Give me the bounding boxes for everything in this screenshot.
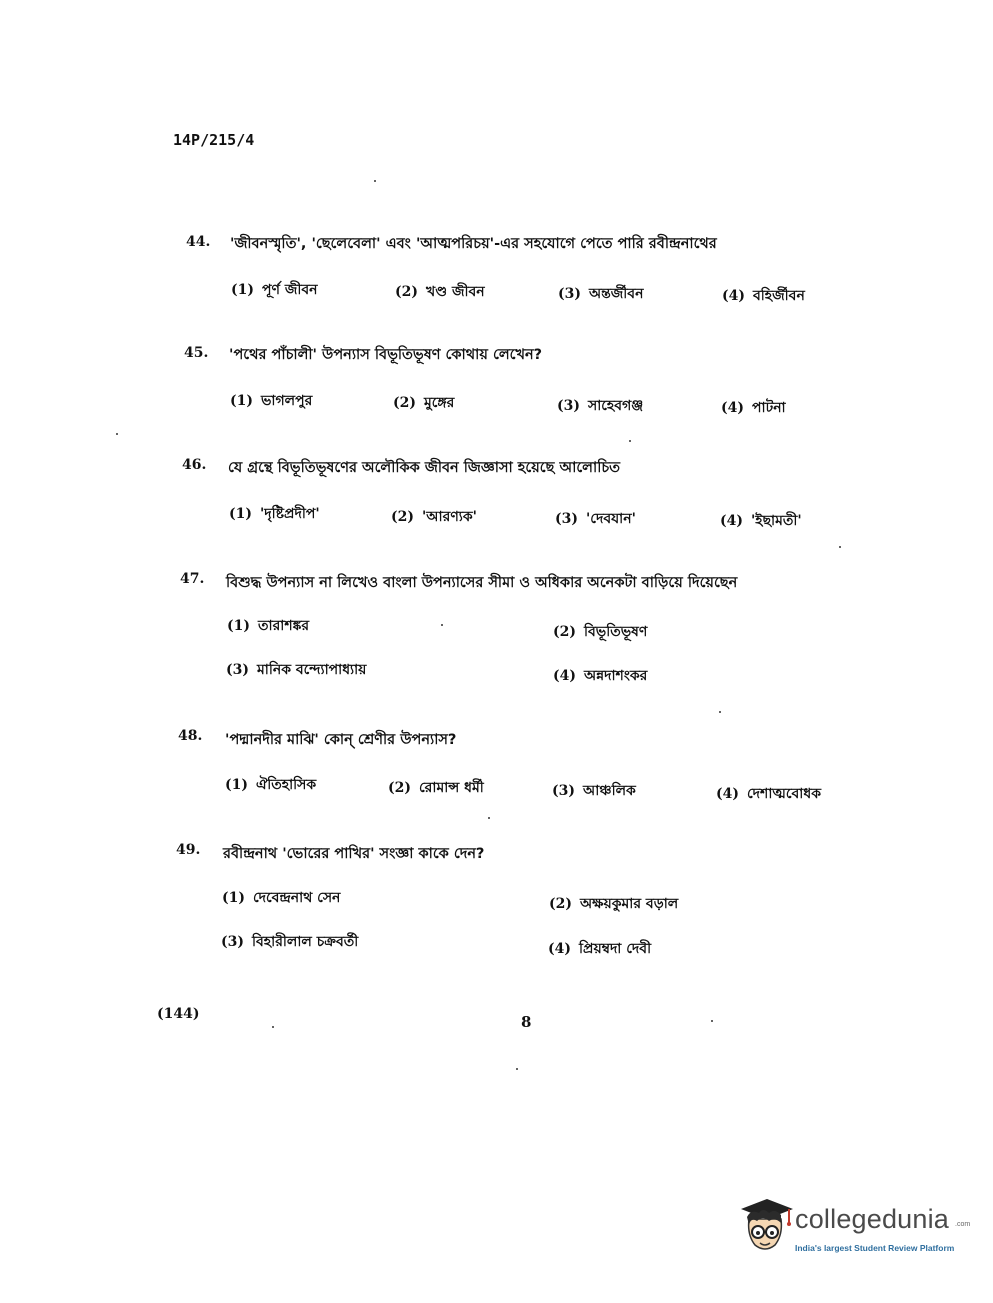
option-text: 'দেবযান'	[586, 511, 636, 527]
option-number: (3)	[226, 662, 249, 678]
option-number: (1)	[229, 506, 252, 522]
option-text: ভাগলপুর	[261, 393, 313, 409]
option-3	[226, 658, 366, 682]
question-text: 'পদ্মানদীর মাঝি' কোন্ শ্রেণীর উপন্যাস?	[225, 732, 457, 748]
option-number: (2)	[395, 284, 418, 300]
scan-speck	[374, 180, 376, 182]
option-1	[229, 502, 320, 526]
option-text: বিহারীলাল চক্রবর্তী	[252, 934, 359, 950]
scan-speck	[116, 433, 118, 435]
scan-speck	[488, 817, 490, 819]
option-number: (2)	[391, 509, 414, 525]
option-text: অন্তর্জীবন	[589, 286, 644, 302]
option-number: (1)	[222, 890, 245, 906]
option-text: বিভূতিভূষণ	[584, 624, 648, 640]
option-number: (2)	[553, 624, 576, 640]
option-4	[722, 284, 805, 308]
scan-speck	[711, 1020, 713, 1022]
question-number: 48.	[178, 728, 203, 744]
mascot-graduation-cap-icon	[735, 1195, 795, 1257]
option-text: মানিক বন্দ্যোপাধ্যায়	[257, 662, 367, 678]
option-4	[548, 937, 651, 961]
question-number: 49.	[176, 842, 201, 858]
booklet-code: (144)	[157, 1006, 200, 1022]
option-number: (2)	[549, 896, 572, 912]
option-number: (4)	[548, 941, 571, 957]
option-text: দেবেন্দ্রনাথ সেন	[253, 890, 341, 906]
brand-name: collegedunia	[795, 1204, 950, 1234]
option-text: সাহেবগঞ্জ	[588, 398, 644, 414]
option-number: (4)	[716, 786, 739, 802]
option-text: আঞ্চলিক	[583, 783, 636, 799]
option-text: তারাশঙ্কর	[258, 618, 310, 634]
option-text: 'ইছামতী'	[751, 513, 802, 529]
option-number: (4)	[721, 400, 744, 416]
option-number: (4)	[720, 513, 743, 529]
paper-code: 14P/215/4	[173, 131, 255, 149]
option-1	[222, 886, 340, 910]
option-number: (1)	[227, 618, 250, 634]
option-3	[558, 282, 643, 306]
option-text: অক্ষয়কুমার বড়াল	[580, 896, 679, 912]
option-3	[557, 394, 643, 418]
option-text: মুঙ্গের	[424, 395, 455, 411]
page-number: 8	[521, 1013, 532, 1031]
scan-speck	[719, 711, 721, 713]
option-text: 'দৃষ্টিপ্রদীপ'	[260, 506, 320, 522]
option-number: (1)	[225, 777, 248, 793]
question-text: রবীন্দ্রনাথ 'ভোরের পাখির' সংজ্ঞা কাকে দেন?	[223, 846, 485, 862]
brand-domain-suffix: .com	[955, 1221, 971, 1228]
option-text: ঐতিহাসিক	[256, 777, 317, 793]
option-2	[553, 620, 647, 644]
option-2	[395, 280, 485, 304]
option-2	[388, 776, 484, 800]
option-1	[231, 278, 318, 302]
option-number: (3)	[552, 783, 575, 799]
option-4	[553, 664, 647, 688]
option-text: পূর্ণ জীবন	[262, 282, 318, 298]
option-4	[716, 782, 821, 806]
option-3	[555, 507, 636, 531]
option-number: (3)	[221, 934, 244, 950]
option-text: পাটনা	[752, 400, 786, 416]
option-text: দেশাত্মবোধক	[747, 786, 821, 802]
option-2	[393, 391, 454, 415]
option-text: 'আরণ্যক'	[422, 509, 477, 525]
option-number: (1)	[230, 393, 253, 409]
option-4	[721, 396, 786, 420]
option-text: বহির্জীবন	[753, 288, 805, 304]
option-number: (1)	[231, 282, 254, 298]
option-1	[225, 773, 316, 797]
option-number: (4)	[553, 668, 576, 684]
question-number: 47.	[180, 571, 205, 587]
option-text: খণ্ড জীবন	[426, 284, 485, 300]
option-text: অন্নদাশংকর	[584, 668, 648, 684]
option-3	[221, 930, 358, 954]
question-text: বিশুদ্ধ উপন্যাস না লিখেও বাংলা উপন্যাসের সীমা ও অধিকার অনেকটা বাড়িয়ে দিয়েছেন	[226, 575, 738, 591]
brand-tagline: India's largest Student Review Platform	[795, 1243, 955, 1253]
option-1	[227, 614, 309, 638]
option-text: প্রিয়ম্বদা দেবী	[579, 941, 652, 957]
option-text: রোমান্স ধর্মী	[419, 780, 484, 796]
option-2	[391, 505, 477, 529]
question-number: 45.	[184, 345, 209, 361]
scan-speck	[629, 440, 631, 442]
option-number: (2)	[393, 395, 416, 411]
option-number: (4)	[722, 288, 745, 304]
scan-speck	[516, 1068, 518, 1070]
option-4	[720, 509, 802, 533]
option-3	[552, 779, 636, 803]
scan-speck	[839, 546, 841, 548]
question-number: 46.	[182, 457, 207, 473]
option-1	[230, 389, 312, 413]
scan-speck	[441, 624, 443, 626]
question-text: 'জীবনস্মৃতি', 'ছেলেবেলা' এবং 'আত্মপরিচয়'-এর সহযোগে পেতে পারি রবীন্দ্রনাথের	[230, 236, 717, 252]
option-number: (3)	[558, 286, 581, 302]
question-text: যে গ্রন্থে বিভূতিভূষণের অলৌকিক জীবন জিজ্ঞাসা হয়েছে আলোচিত	[228, 460, 621, 476]
question-number: 44.	[186, 234, 211, 250]
option-number: (3)	[557, 398, 580, 414]
option-number: (3)	[555, 511, 578, 527]
question-text: 'পথের পাঁচালী' উপন্যাস বিভূতিভূষণ কোথায় লেখেন?	[229, 347, 543, 363]
option-2	[549, 892, 678, 916]
option-number: (2)	[388, 780, 411, 796]
scan-speck	[272, 1026, 274, 1028]
